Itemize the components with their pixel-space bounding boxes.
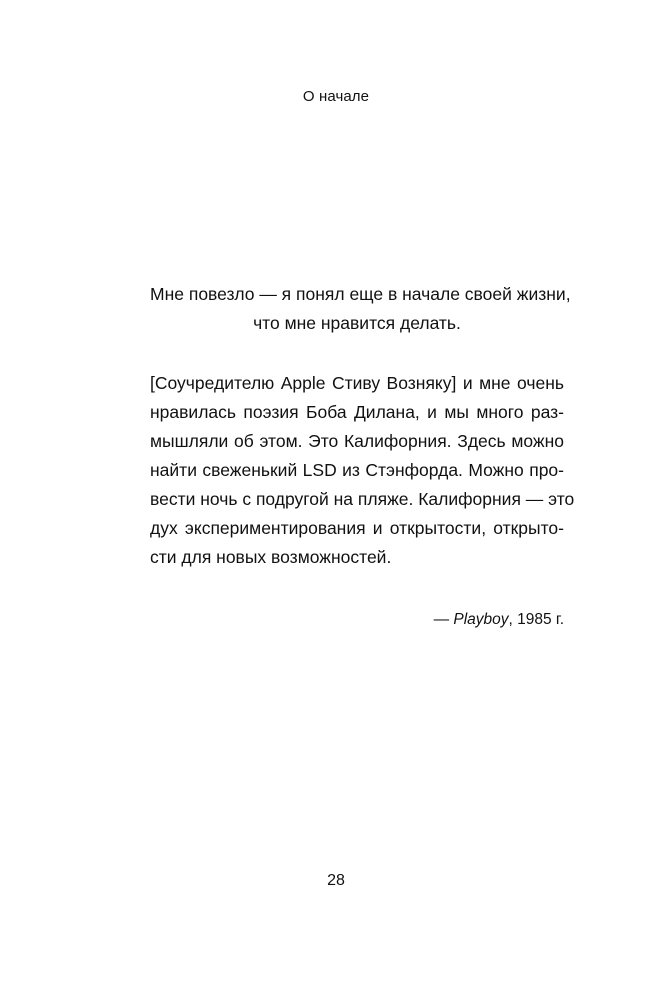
quote-attribution [434,611,564,629]
attribution-year: , 1985 г. [508,611,564,628]
quote-paragraph-1 [150,280,571,338]
text-line: нравилась поэзия Боба Дилана, и мы много раз- [150,402,564,422]
text-line: вести ночь с подругой на пляже. Калифорния — это [150,489,575,509]
text-line: мышляли об этом. Это Калифорния. Здесь можно [150,431,564,451]
text-line: что мне нравится делать. [253,313,461,333]
running-head: О начале [302,88,370,105]
text-line: Мне повезло — я понял еще в начале своей жизни, [150,284,571,304]
attribution-dash: — [433,611,454,628]
text-line: [Соучредителю Apple Стиву Возняку] и мне очень [150,373,564,393]
attribution-source: Playboy [453,611,509,628]
text-line: дух экспериментирования и открытости, открыто- [150,518,564,538]
page-number: 28 [327,872,345,889]
text-line: сти для новых возможностей. [150,547,392,567]
text-line: найти свеженький LSD из Стэнфорда. Можно про- [150,460,564,480]
quote-paragraph-2 [150,369,575,572]
